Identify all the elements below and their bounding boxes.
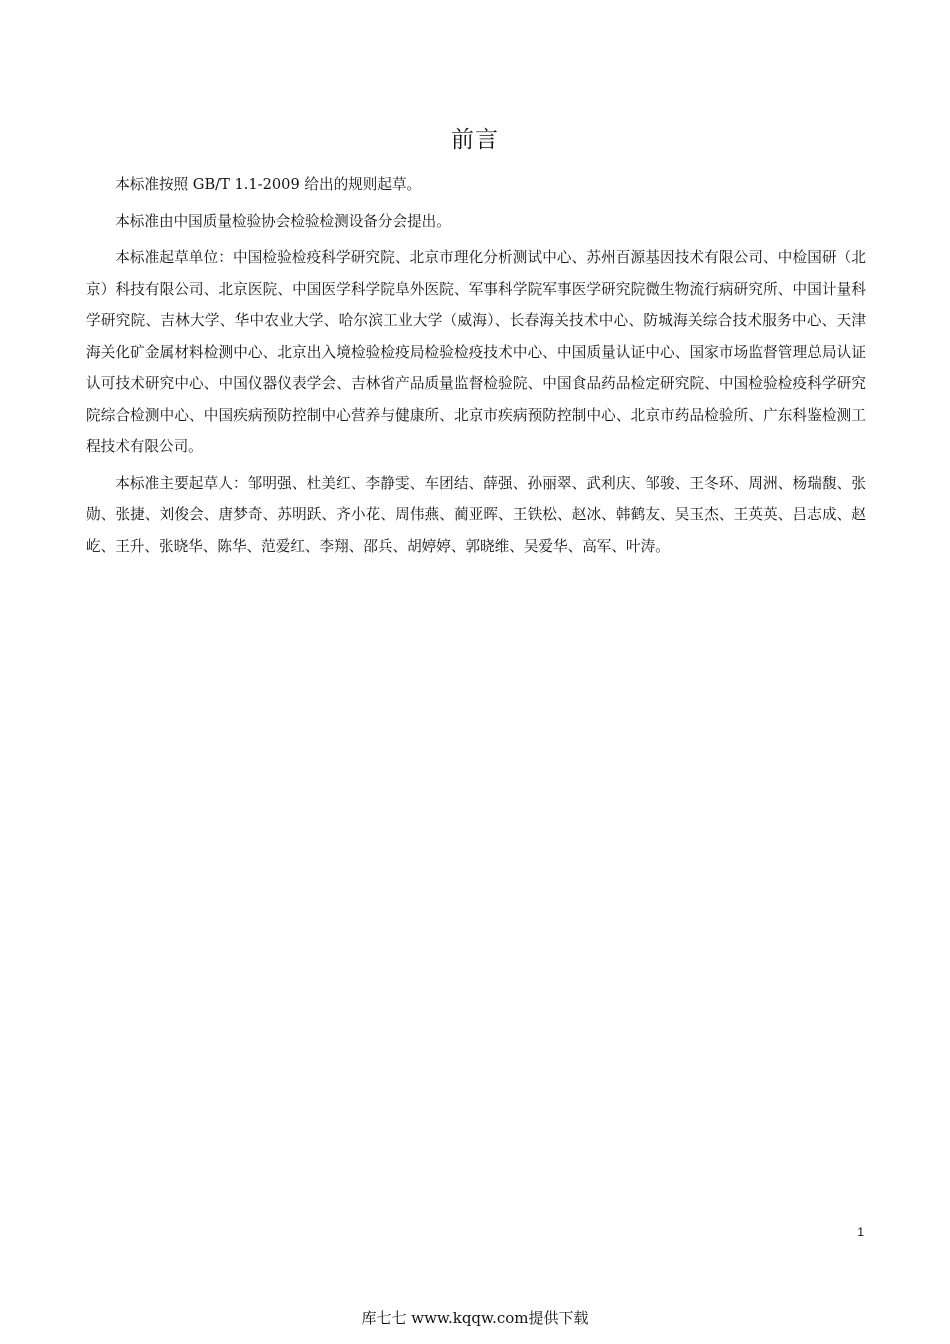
page-number: 1 — [857, 1225, 864, 1239]
document-body — [86, 169, 866, 567]
paragraph-proposer: 本标准由中国质量检验协会检验检测设备分会提出。 — [115, 212, 451, 230]
paragraph-main-drafters: 本标准主要起草人：邹明强、杜美红、李静雯、车团结、薛强、孙丽翠、武利庆、邹骏、王冬环、周洲、杨瑞馥、张勋、张捷、刘俊会、唐梦奇、苏明跃、齐小花、周伟燕、蔺亚晖、王铁松、赵冰、韩鹤友、吴玉杰、王英英、吕志成、赵屹、王升、张晓华、陈华、范爱红、李翔、邵兵、胡婷婷、郭晓维、吴爱华、高军、叶涛。 — [86, 474, 866, 555]
page-title: 前言 — [451, 127, 499, 153]
download-footer: 库七七 www.kqqw.com提供下载 — [361, 1309, 589, 1327]
paragraph-drafting-rules: 本标准按照 GB/T 1.1-2009 给出的规则起草。 — [115, 176, 422, 193]
paragraph-drafting-units: 本标准起草单位：中国检验检疫科学研究院、北京市理化分析测试中心、苏州百源基因技术有限公司、中检国研（北京）科技有限公司、北京医院、中国医学科学院阜外医院、军事科学院军事医学研究院微生物流行病研究所、中国计量科学研究院、吉林大学、华中农业大学、哈尔滨工业大学（威海）、长春海关技术中心、防城海关综合技术服务中心、天津海关化矿金属材料检测中心、北京出入境检验检疫局检验检疫技术中心、中国质量认证中心、国家市场监督管理总局认证认可技术研究中心、中国仪器仪表学会、吉林省产品质量监督检验院、中国食品药品检定研究院、中国检验检疫科学研究院综合检测中心、中国疾病预防控制中心营养与健康所、北京市疾病预防控制中心、北京市药品检验所、广东科鉴检测工程技术有限公司。 — [86, 249, 866, 455]
